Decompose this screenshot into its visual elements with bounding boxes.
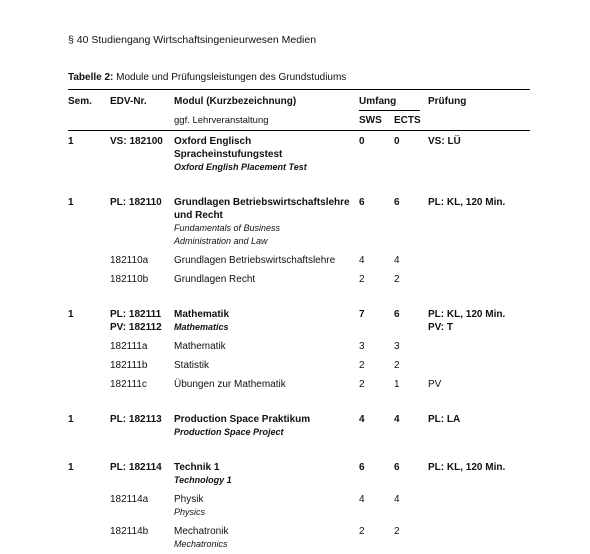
row-sws: 4 bbox=[359, 255, 365, 266]
row-edv: 182111b bbox=[110, 360, 148, 371]
row-title: Production Space Praktikum bbox=[174, 414, 311, 425]
row-sws: 2 bbox=[359, 379, 365, 390]
row-title: Oxford Englisch bbox=[174, 136, 252, 147]
row-pruefung: VS: LÜ bbox=[428, 136, 461, 147]
row-title: Mathematik bbox=[174, 309, 230, 320]
row-sws: 6 bbox=[359, 197, 365, 208]
row-title: Mechatronik bbox=[174, 526, 229, 537]
umfang-rule bbox=[359, 110, 420, 111]
row-sws: 4 bbox=[359, 414, 365, 425]
row-title: Grundlagen Betriebswirtschaftslehre bbox=[174, 197, 350, 208]
row-edv: PL: 182113 bbox=[110, 414, 162, 425]
row-title-cont: Spracheinstufungstest bbox=[174, 149, 283, 160]
row-title: Physik bbox=[174, 494, 204, 505]
row-sem: 1 bbox=[68, 462, 74, 473]
row-pruefung: PV bbox=[428, 379, 442, 390]
row-title: Grundlagen Recht bbox=[174, 274, 256, 285]
col-header-lehrveranstaltung: ggf. Lehrveranstaltung bbox=[174, 115, 269, 126]
row-pruefung: PL: LA bbox=[428, 414, 461, 425]
row-ects: 0 bbox=[394, 136, 400, 147]
row-edv: 182110a bbox=[110, 255, 149, 266]
row-title: Technik 1 bbox=[174, 462, 220, 473]
table-top-rule bbox=[68, 89, 530, 90]
row-english-title: Fundamentals of Business bbox=[174, 223, 281, 233]
row-sws: 4 bbox=[359, 494, 365, 505]
row-sws: 6 bbox=[359, 462, 365, 473]
row-title: Mathematik bbox=[174, 341, 226, 352]
row-ects: 4 bbox=[394, 494, 400, 505]
row-ects: 6 bbox=[394, 197, 400, 208]
row-edv: PL: 182111 bbox=[110, 309, 162, 320]
row-edv: VS: 182100 bbox=[110, 136, 163, 147]
row-edv-secondary: PV: 182112 bbox=[110, 322, 162, 333]
row-ects: 3 bbox=[394, 341, 400, 352]
row-pruefung: PL: KL, 120 Min. bbox=[428, 197, 506, 208]
col-header-sem: Sem. bbox=[68, 96, 92, 107]
table-caption bbox=[68, 72, 346, 83]
row-edv: PL: 182114 bbox=[110, 462, 162, 473]
row-ects: 2 bbox=[394, 274, 400, 285]
row-sws: 2 bbox=[359, 274, 365, 285]
col-header-umfang: Umfang bbox=[359, 96, 397, 107]
row-pruefung: PL: KL, 120 Min. bbox=[428, 309, 506, 320]
row-title-cont: und Recht bbox=[174, 210, 223, 221]
row-ects: 6 bbox=[394, 462, 400, 473]
row-pruefung: PL: KL, 120 Min. bbox=[428, 462, 506, 473]
row-sem: 1 bbox=[68, 414, 74, 425]
row-title: Grundlagen Betriebswirtschaftslehre bbox=[174, 255, 336, 266]
row-english-title: Physics bbox=[174, 507, 206, 517]
row-edv: 182111c bbox=[110, 379, 147, 390]
page-header: § 40 Studiengang Wirtschaftsingenieurwesen Medien bbox=[68, 34, 317, 46]
row-title: Statistik bbox=[174, 360, 210, 371]
row-sws: 2 bbox=[359, 360, 365, 371]
col-header-ects: ECTS bbox=[394, 115, 421, 126]
caption-text: Module und Prüfungsleistungen des Grundstudiums bbox=[113, 72, 347, 83]
row-ects: 2 bbox=[394, 526, 400, 537]
col-header-edv: EDV-Nr. bbox=[110, 96, 147, 107]
row-english-title: Mechatronics bbox=[174, 539, 228, 549]
row-sem: 1 bbox=[68, 309, 74, 320]
row-sem: 1 bbox=[68, 136, 74, 147]
col-header-modul: Modul (Kurzbezeichnung) bbox=[174, 96, 297, 107]
row-ects: 4 bbox=[394, 414, 400, 425]
col-header-pruefung: Prüfung bbox=[428, 96, 467, 107]
row-pruefung-secondary: PV: T bbox=[428, 322, 454, 333]
col-header-sws: SWS bbox=[359, 115, 382, 126]
row-sem: 1 bbox=[68, 197, 74, 208]
row-sws: 2 bbox=[359, 526, 365, 537]
row-english-title: Technology 1 bbox=[174, 475, 232, 485]
row-english-title: Oxford English Placement Test bbox=[174, 162, 307, 172]
row-edv: 182110b bbox=[110, 274, 149, 285]
table-header-rule bbox=[68, 130, 530, 131]
row-edv: 182114a bbox=[110, 494, 149, 505]
row-ects: 2 bbox=[394, 360, 400, 371]
row-ects: 6 bbox=[394, 309, 400, 320]
row-english-title-cont: Administration and Law bbox=[174, 236, 268, 246]
row-english-title: Mathematics bbox=[174, 322, 229, 332]
row-sws: 0 bbox=[359, 136, 365, 147]
row-edv: 182111a bbox=[110, 341, 148, 352]
row-edv: 182114b bbox=[110, 526, 149, 537]
row-sws: 3 bbox=[359, 341, 365, 352]
row-edv: PL: 182110 bbox=[110, 197, 162, 208]
row-title: Übungen zur Mathematik bbox=[174, 379, 286, 390]
row-ects: 4 bbox=[394, 255, 400, 266]
caption-label: Tabelle 2: bbox=[68, 72, 114, 83]
row-ects: 1 bbox=[394, 379, 400, 390]
row-sws: 7 bbox=[359, 309, 365, 320]
row-english-title: Production Space Project bbox=[174, 427, 284, 437]
